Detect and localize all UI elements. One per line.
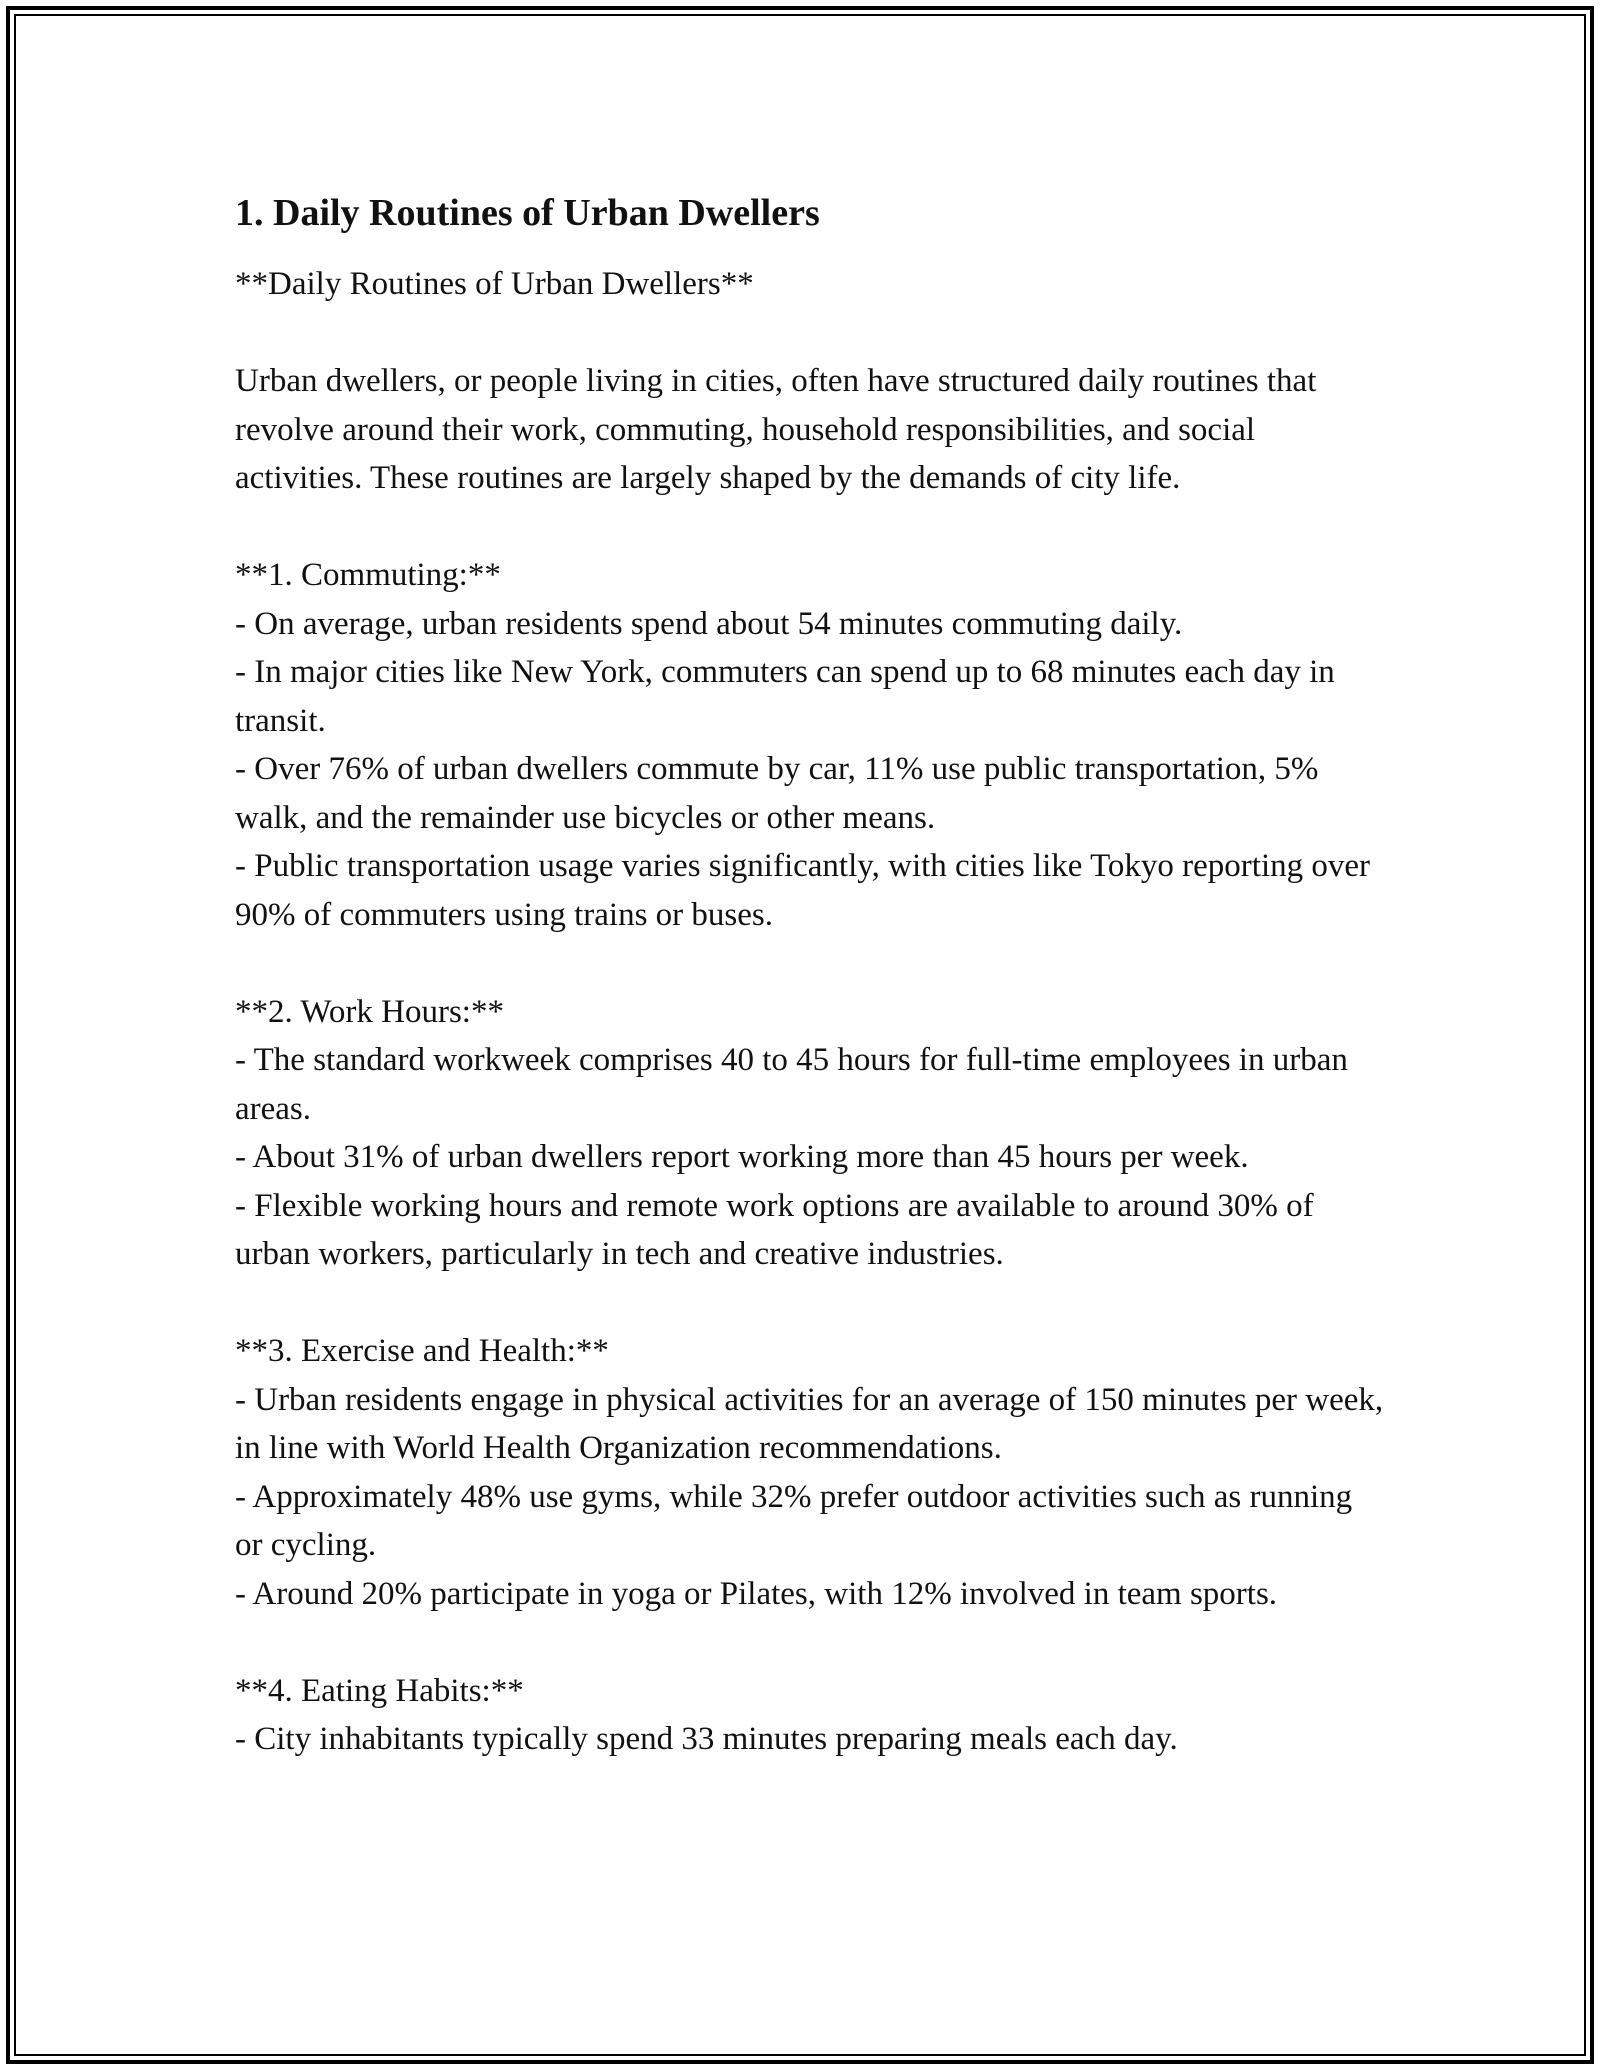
section-title: **2. Work Hours:** (235, 993, 504, 1030)
section-title: **4. Eating Habits:** (235, 1672, 524, 1709)
bullet-item: - The standard workweek comprises 40 to 45 hours for full-time employees in urban areas. (235, 1042, 1357, 1127)
bullet-item: - Over 76% of urban dwellers commute by car, 11% use public transportation, 5% walk, and the remainder use bicycles or other means. (235, 751, 1327, 836)
intro-paragraph: Urban dwellers, or people living in cities, often have structured daily routines that revolve around their work, commuting, household responsibilities, and social activities. These routines are largely shaped by the demands of city life. (235, 363, 1325, 496)
section-exercise-health (235, 1327, 1392, 1618)
document-subtitle: **Daily Routines of Urban Dwellers** (235, 266, 754, 302)
section-title: **3. Exercise and Health:** (235, 1333, 609, 1369)
bullet-item: - Urban residents engage in physical activities for an average of 150 minutes per week, in line with World Health Organization recommendations. (235, 1381, 1392, 1466)
section-eating-habits (235, 1667, 1385, 1764)
bullet-item: - Approximately 48% use gyms, while 32% prefer outdoor activities such as running or cycling. (235, 1478, 1361, 1563)
document-body (235, 188, 1392, 1764)
bullet-item: - Public transportation usage varies significantly, with cities like Tokyo reporting over 90% of commuters using trains or buses. (235, 848, 1379, 933)
bullet-item: - City inhabitants typically spend 33 minutes preparing meals each day. (235, 1721, 1178, 1757)
bullet-item: - About 31% of urban dwellers report working more than 45 hours per week. (235, 1139, 1249, 1175)
section-title: **1. Commuting:** (235, 557, 501, 593)
bullet-item: - Around 20% participate in yoga or Pilates, with 12% involved in team sports. (235, 1575, 1278, 1612)
bullet-item: - On average, urban residents spend about 54 minutes commuting daily. (235, 605, 1183, 642)
bullet-item: - In major cities like New York, commuters can spend up to 68 minutes each day in transit. (235, 654, 1344, 739)
page-title: 1. Daily Routines of Urban Dwellers (235, 192, 820, 234)
section-work-hours (235, 988, 1385, 1279)
section-commuting (235, 551, 1385, 939)
bullet-item: - Flexible working hours and remote work options are available to around 30% of urban workers, particularly in tech and creative industries. (235, 1187, 1322, 1272)
